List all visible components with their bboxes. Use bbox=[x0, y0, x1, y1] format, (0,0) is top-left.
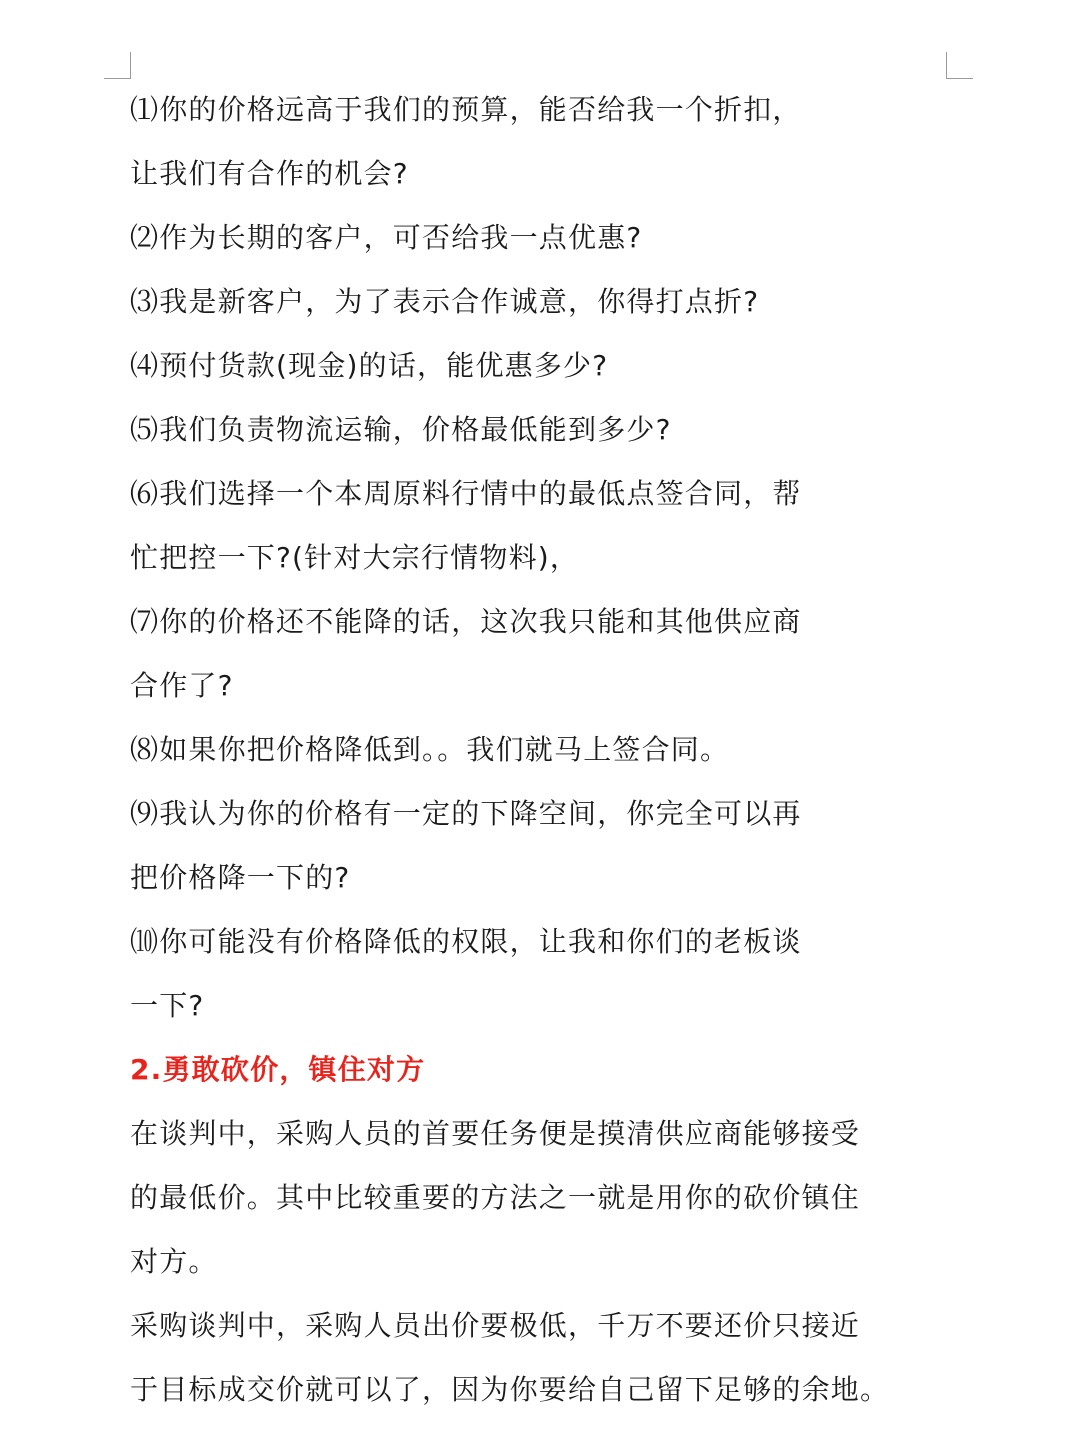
list-item-4: ⑷预付货款(现金)的话，能优惠多少? bbox=[130, 349, 609, 382]
list-item-1-line-1: ⑴你的价格远高于我们的预算，能否给我一个折扣， bbox=[130, 93, 802, 126]
list-item-2: ⑵作为长期的客户，可否给我一点优惠? bbox=[130, 221, 643, 254]
list-item-6-line-1: ⑹我们选择一个本周原料行情中的最低点签合同，帮 bbox=[130, 477, 802, 510]
list-item-10-line-1: ⑽你可能没有价格降低的权限，让我和你们的老板谈 bbox=[130, 925, 802, 958]
list-item-6-line-2: 忙把控一下?(针对大宗行情物料)， bbox=[130, 541, 580, 574]
list-item-9-line-1: ⑼我认为你的价格有一定的下降空间，你完全可以再 bbox=[130, 797, 802, 830]
list-item-8: ⑻如果你把价格降低到。。我们就马上签合同。 bbox=[130, 733, 730, 766]
paragraph-1-line-3: 对方。 bbox=[130, 1245, 218, 1278]
list-item-1-line-2: 让我们有合作的机会? bbox=[130, 157, 409, 190]
crop-mark-top-right bbox=[946, 52, 973, 79]
list-item-9-line-2: 把价格降一下的? bbox=[130, 861, 351, 894]
paragraph-2-line-2: 于目标成交价就可以了，因为你要给自己留下足够的余地。 bbox=[130, 1373, 890, 1406]
paragraph-2-line-1: 采购谈判中，采购人员出价要极低，千万不要还价只接近 bbox=[130, 1309, 861, 1342]
list-item-10-line-2: 一下? bbox=[130, 989, 205, 1022]
list-item-7-line-2: 合作了? bbox=[130, 669, 234, 702]
list-item-5: ⑸我们负责物流运输，价格最低能到多少? bbox=[130, 413, 672, 446]
section-heading: 2.勇敢砍价，镇住对方 bbox=[130, 1053, 426, 1086]
paragraph-1-line-1: 在谈判中，采购人员的首要任务便是摸清供应商能够接受 bbox=[130, 1117, 861, 1150]
crop-mark-top-left bbox=[104, 52, 131, 79]
paragraph-1-line-2: 的最低价。其中比较重要的方法之一就是用你的砍价镇住 bbox=[130, 1181, 861, 1214]
list-item-7-line-1: ⑺你的价格还不能降的话，这次我只能和其他供应商 bbox=[130, 605, 802, 638]
list-item-3: ⑶我是新客户，为了表示合作诚意，你得打点折? bbox=[130, 285, 760, 318]
document-body bbox=[130, 78, 930, 1422]
